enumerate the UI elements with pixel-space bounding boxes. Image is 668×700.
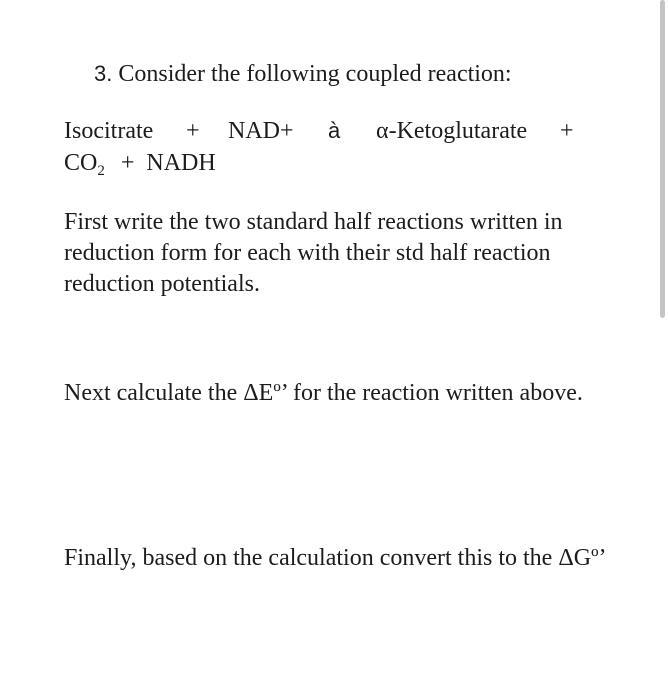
vertical-scrollbar[interactable] bbox=[660, 0, 665, 318]
plus-sign: + bbox=[186, 118, 200, 144]
product-ketoglutarate: α-Ketoglutarate bbox=[376, 118, 528, 144]
reaction-line-1 bbox=[0, 115, 668, 147]
plus-sign: + bbox=[120, 150, 135, 176]
question-number: 3. bbox=[94, 61, 113, 86]
reactant-nad: NAD+ bbox=[228, 118, 294, 144]
co-subscript: 2 bbox=[97, 163, 105, 179]
instruction-delta-e: Next calculate the ΔEº’ for the reaction written above. bbox=[64, 380, 583, 406]
reactant-isocitrate: Isocitrate bbox=[64, 118, 154, 144]
co-text: CO bbox=[64, 150, 98, 176]
question-heading bbox=[94, 58, 512, 90]
instruction-half-reactions: First write the two standard half reactions written in reduction form for each with their std half reaction reduction potentials. bbox=[64, 209, 563, 297]
reaction-arrow-glyph: à bbox=[328, 118, 341, 143]
plus-sign: + bbox=[560, 118, 574, 144]
reaction-line-2 bbox=[64, 147, 216, 179]
product-co2 bbox=[64, 150, 105, 179]
instruction-delta-g: Finally, based on the calculation convert this to the ΔGº’ bbox=[64, 545, 607, 571]
question-heading-text: Consider the following coupled reaction: bbox=[118, 61, 512, 87]
product-nadh: NADH bbox=[146, 150, 216, 176]
